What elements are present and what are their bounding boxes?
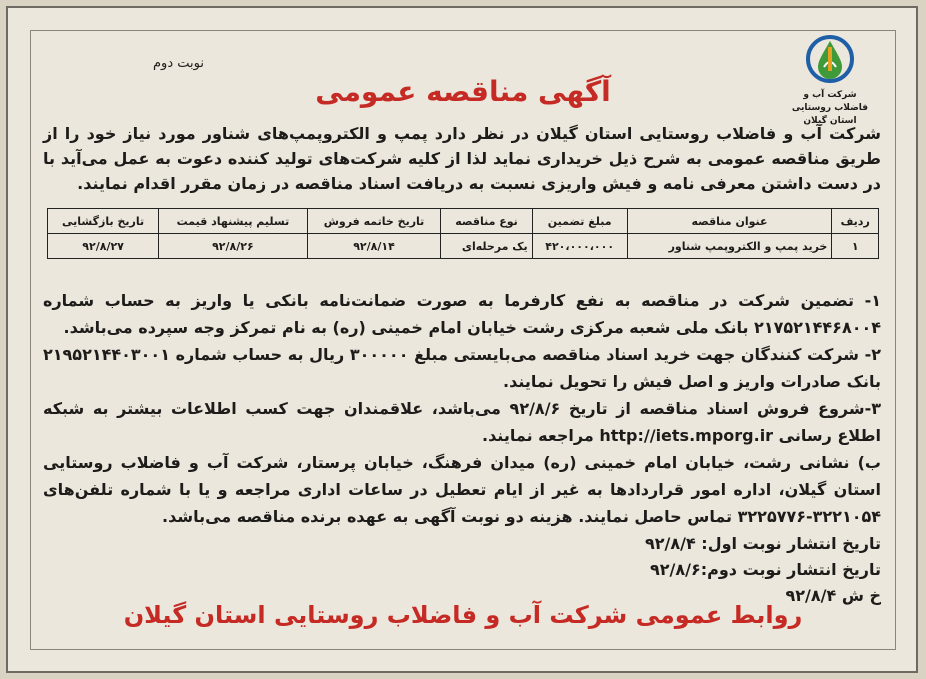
cell-tender-type: یک مرحله‌ای [441,234,532,259]
clause-3: ۳-شروع فروش اسناد مناقصه از تاریخ ۹۲/۸/۶ می‌باشد، علاقمندان جهت کسب اطلاعات بیشتر به شبکه اطلاع رسانی http://iets.mporg.ir مراجعه نمایند. [43,399,882,445]
notice-page [6,6,918,673]
second-publication-date: تاریخ انتشار نوبت دوم:۹۲/۸/۶ [649,560,881,579]
publication-round: نوبت دوم [153,56,204,71]
header-tender-type: نوع مناقصه [441,209,532,234]
table-row [48,234,879,259]
logo-line-1: شرکت آب و فاضلاب روستایی [791,90,869,113]
logo-line-2: استان گیلان [803,116,857,126]
header-sale-end-date: تاریخ خاتمه فروش [307,209,441,234]
clause-1: ۱- تضمین شرکت در مناقصه به نفع کارفرما به صورت ضمانت‌نامه بانکی یا واریز به حساب شماره ۲۱۷۵۲۱۴۴۶۸۰۰۴ بانک ملی شعبه مرکزی رشت خیابان امام خمینی (ره) به نام تمرکز وجه سپرده می‌باشد. [43,291,881,337]
tender-table [47,208,879,259]
clauses [43,287,881,530]
table-header-row [48,209,879,234]
public-relations-signature: روابط عمومی شرکت آب و فاضلاب روستایی استان گیلان [123,601,803,629]
header-opening-date: تاریخ بازگشایی [48,209,159,234]
cell-sale-end-date: ۹۲/۸/۱۴ [307,234,441,259]
header-tender-title: عنوان مناقصه [627,209,832,234]
clause-address: ب) نشانی رشت، خیابان امام خمینی (ره) میدان فرهنگ، خیابان پرستار، شرکت آب و فاضلاب روستایی استان گیلان، اداره امور قراردادها به غیر از ایام تعطیل در ساعات اداری مراجعه و یا با شماره تلفن‌های ۳۲۲۱۰۵۴-۳۲۲۵۷۷۶ تماس حاصل نمایند. هزینه دو نوبت آگهی به عهده برنده مناقصه می‌باشد. [43,453,881,526]
publication-dates [645,531,881,609]
header-row-number: ردیف [832,209,879,234]
cell-bid-submission: ۹۲/۸/۲۶ [159,234,307,259]
cell-guarantee-amount: ۴۲۰،۰۰۰،۰۰۰ [532,234,627,259]
cell-row-number: ۱ [832,234,879,259]
reference-code: خ ش ۹۲/۸/۴ [785,586,881,605]
notice-frame [30,30,896,650]
cell-tender-title: خرید پمپ و الکتروپمپ شناور [627,234,832,259]
header-guarantee-amount: مبلغ تضمین [532,209,627,234]
header-bid-submission: تسلیم پیشنهاد قیمت [159,209,307,234]
cell-opening-date: ۹۲/۸/۲۷ [48,234,159,259]
clause-2: ۲- شرکت کنندگان جهت خرید اسناد مناقصه می‌بایستی مبلغ ۳۰۰۰۰۰ ریال به حساب شماره ۲۱۹۵۲۱۴۴۰۳۰۰۱ بانک صادرات واریز و اصل فیش را تحویل نمایند. [43,345,882,391]
first-publication-date: تاریخ انتشار نوبت اول: ۹۲/۸/۴ [644,534,881,553]
intro-paragraph: شرکت آب و فاضلاب روستایی استان گیلان در نظر دارد پمپ و الکتروپمپ‌های شناور مورد نیاز خود را از طریق مناقصه عمومی به شرح ذیل خریداری نماید لذا از کلیه شرکت‌های تولید کننده دعوت به عمل می‌آید با در دست داشتن معرفی نامه و فیش واریزی نسبت به دریافت اسناد مناقصه در زمان مقرر اقدام نمایند. [43,124,881,193]
notice-title: آگهی مناقصه عمومی [315,75,611,108]
